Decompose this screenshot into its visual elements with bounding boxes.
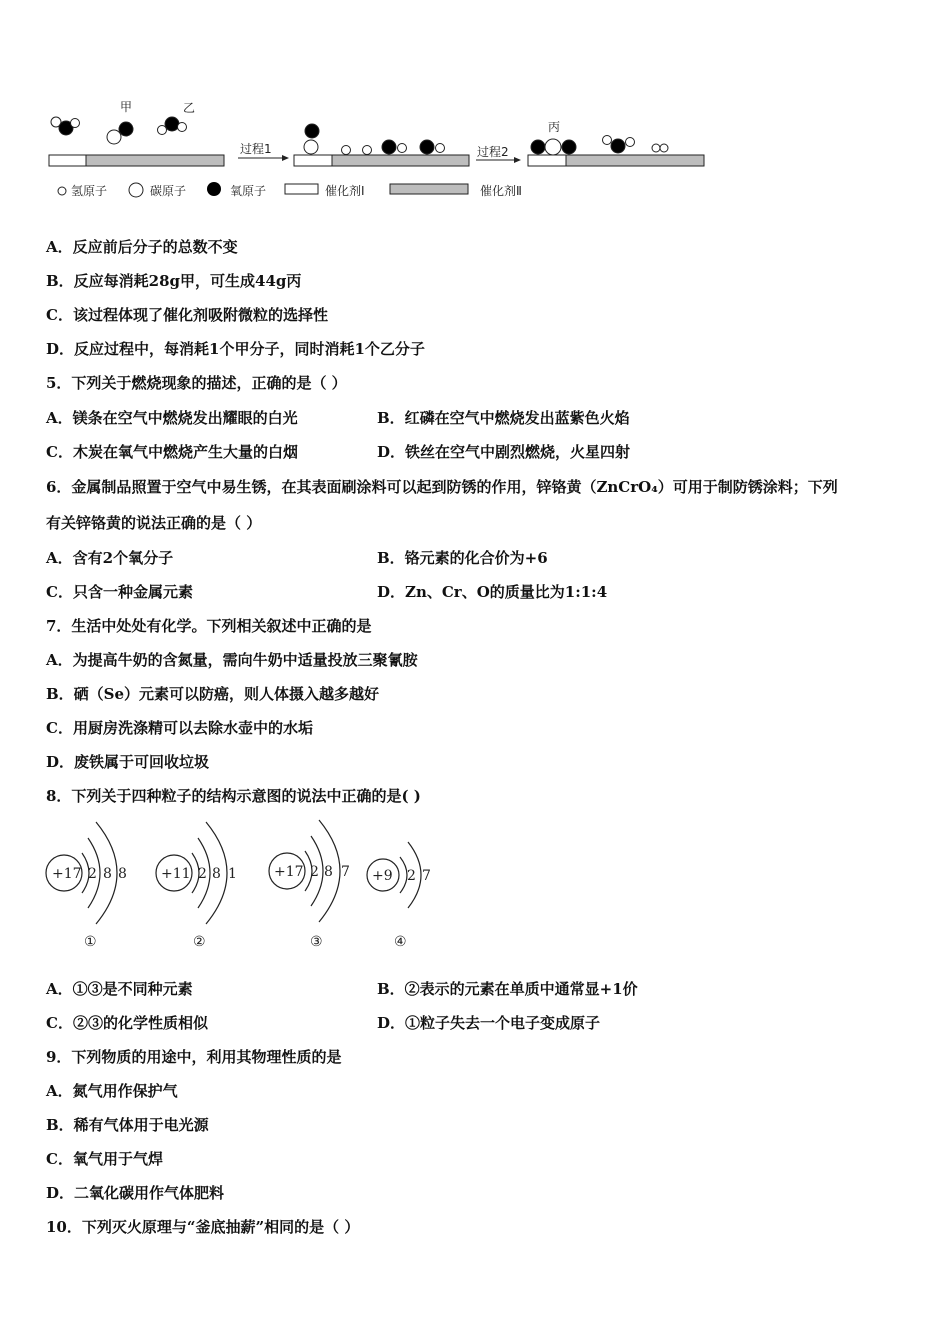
q4-option-a: A．反应前后分子的总数不变 <box>46 238 238 256</box>
carbon-legend-icon <box>129 183 143 197</box>
p3-index: ③ <box>310 934 323 950</box>
q5-stem: 5．下列关于燃烧现象的描述，正确的是（ ） <box>46 374 347 392</box>
q9-stem: 9．下列物质的用途中，利用其物理性质的是 <box>46 1048 342 1066</box>
q7-option-d: D．废铁属于可回收垃圾 <box>46 753 210 771</box>
p2-index: ② <box>193 934 206 950</box>
q6-option-a: A．含有2个氧分子 <box>46 549 174 567</box>
q8-option-b: B．②表示的元素在单质中通常显+1价 <box>377 980 638 998</box>
p2-shell-3: 1 <box>228 866 237 882</box>
q4-option-c: C．该过程体现了催化剂吸附微粒的选择性 <box>46 306 328 324</box>
label-process1: 过程1 <box>240 142 272 156</box>
p3-shell-1: 2 <box>310 864 319 880</box>
catalyst1-legend-icon <box>285 184 318 194</box>
p2-nucleus: +11 <box>161 866 191 882</box>
catalyst-1-bar <box>294 155 332 166</box>
h2o-molecule <box>51 117 80 135</box>
p1-nucleus: +17 <box>52 866 82 882</box>
q7-stem: 7．生活中处处有化学。下列相关叙述中正确的是 <box>46 617 372 635</box>
carbon-atom <box>304 140 318 154</box>
p3-shell-2: 8 <box>324 864 333 880</box>
reaction-process-diagram <box>0 95 950 205</box>
hydrogen-legend-icon <box>58 187 66 195</box>
legend-catalyst1: 催化剂Ⅰ <box>325 184 365 198</box>
hydrogen-atom <box>398 144 407 153</box>
h2o-molecule <box>603 136 635 154</box>
q8-option-a: A．①③是不同种元素 <box>46 980 193 998</box>
catalyst-2-bar <box>86 155 224 166</box>
q7-option-a: A．为提高牛奶的含氮量，需向牛奶中适量投放三聚氰胺 <box>46 651 418 669</box>
p4-shell-2: 7 <box>422 868 431 884</box>
q10-stem: 10．下列灭火原理与“釜底抽薪”相同的是（ ） <box>46 1218 360 1236</box>
label-jia: 甲 <box>120 100 133 114</box>
atomic-structure-diagrams <box>0 812 950 957</box>
p1-shell-2: 8 <box>103 866 112 882</box>
label-bing: 丙 <box>548 120 561 134</box>
co2-molecule-bing <box>531 139 576 155</box>
p4-nucleus: +9 <box>372 868 393 884</box>
oxygen-atom <box>382 140 396 154</box>
oxygen-atom <box>420 140 434 154</box>
q8-stem: 8．下列关于四种粒子的结构示意图的说法中正确的是( ) <box>46 787 421 805</box>
q8-option-c: C．②③的化学性质相似 <box>46 1014 208 1032</box>
label-process2: 过程2 <box>477 145 509 159</box>
q5-option-a: A．镁条在空气中燃烧发出耀眼的白光 <box>46 409 298 427</box>
q6-stem-line2: 有关锌铬黄的说法正确的是（ ） <box>46 514 262 532</box>
p4-index: ④ <box>394 934 407 950</box>
catalyst2-legend-icon <box>390 184 468 194</box>
hydrogen-atom <box>436 144 445 153</box>
p3-shell-3: 7 <box>341 864 350 880</box>
q6-stem-line1: 6．金属制品照置于空气中易生锈，在其表面刷涂料可以起到防锈的作用，锌铬黄（ZnCrO₄）可用于制防锈涂料；下列 <box>46 478 838 496</box>
q6-option-c: C．只含一种金属元素 <box>46 583 193 601</box>
q6-option-b: B．铬元素的化合价为+6 <box>377 549 548 567</box>
q9-option-d: D．二氧化碳用作气体肥料 <box>46 1184 225 1202</box>
legend-oxygen: 氧原子 <box>230 184 267 198</box>
q9-option-c: C．氧气用于气焊 <box>46 1150 163 1168</box>
catalyst-2-bar <box>566 155 704 166</box>
q7-option-c: C．用厨房洗涤精可以去除水壶中的水垢 <box>46 719 313 737</box>
catalyst-1-bar <box>49 155 86 166</box>
q9-option-b: B．稀有气体用于电光源 <box>46 1116 209 1134</box>
p2-shell-1: 2 <box>198 866 207 882</box>
oxygen-atom <box>305 124 319 138</box>
q4-option-d: D．反应过程中，每消耗1个甲分子，同时消耗1个乙分子 <box>46 340 425 358</box>
q4-option-b: B．反应每消耗28g甲，可生成44g丙 <box>46 272 302 290</box>
h2o-molecule-yi <box>158 117 187 135</box>
legend-hydrogen: 氢原子 <box>71 184 108 198</box>
co-molecule-jia <box>107 122 133 144</box>
p2-shell-2: 8 <box>212 866 221 882</box>
q8-option-d: D．①粒子失去一个电子变成原子 <box>377 1014 601 1032</box>
p4-shell-1: 2 <box>407 868 416 884</box>
oxygen-legend-icon <box>207 182 221 196</box>
catalyst-2-bar <box>332 155 469 166</box>
q5-option-c: C．木炭在氧气中燃烧产生大量的白烟 <box>46 443 298 461</box>
h2-molecule <box>652 144 668 152</box>
p1-shell-3: 8 <box>118 866 127 882</box>
q5-option-b: B．红磷在空气中燃烧发出蓝紫色火焰 <box>377 409 630 427</box>
p1-index: ① <box>84 934 97 950</box>
q5-option-d: D．铁丝在空气中剧烈燃烧，火星四射 <box>377 443 631 461</box>
hydrogen-atom <box>342 146 351 155</box>
q9-option-a: A．氮气用作保护气 <box>46 1082 178 1100</box>
label-yi: 乙 <box>183 101 196 115</box>
legend-catalyst2: 催化剂Ⅱ <box>480 184 522 198</box>
hydrogen-atom <box>363 146 372 155</box>
legend-carbon: 碳原子 <box>150 184 187 198</box>
catalyst-1-bar <box>528 155 566 166</box>
p1-shell-1: 2 <box>88 866 97 882</box>
q6-option-d: D．Zn、Cr、O的质量比为1:1:4 <box>377 583 608 601</box>
q7-option-b: B．硒（Se）元素可以防癌，则人体摄入越多越好 <box>46 685 380 703</box>
p3-nucleus: +17 <box>274 864 304 880</box>
